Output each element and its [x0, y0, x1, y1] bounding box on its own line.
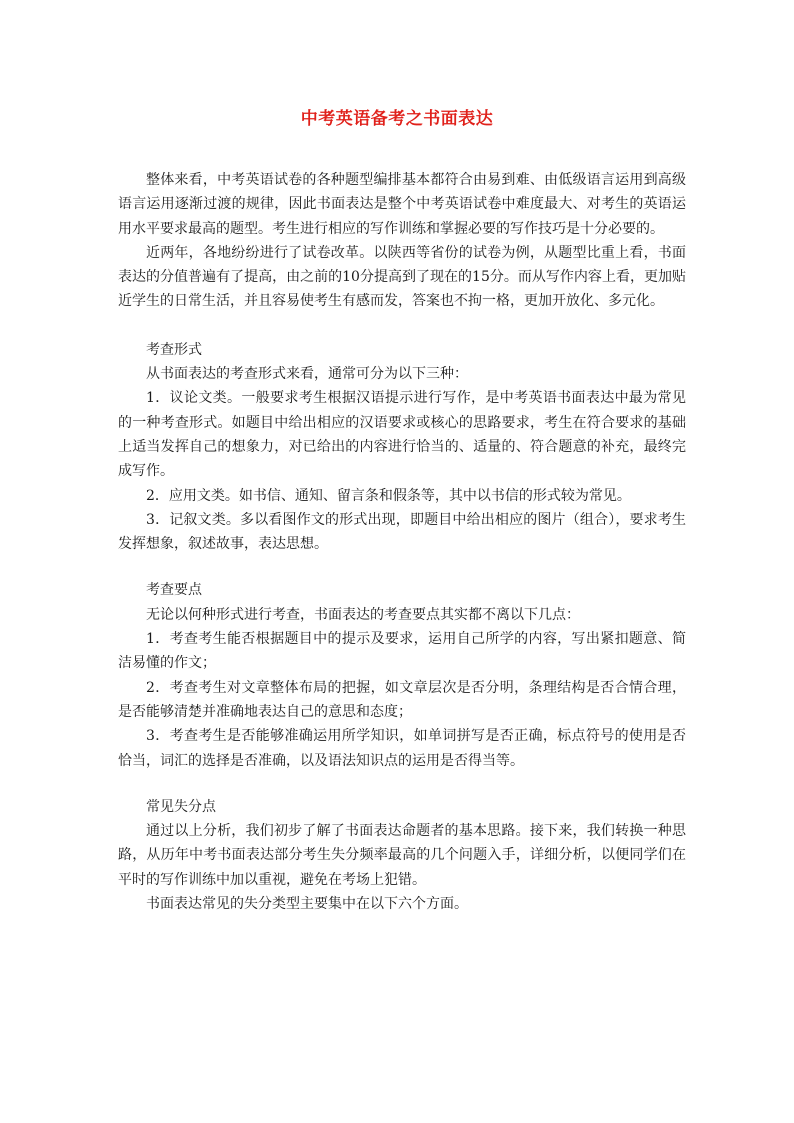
exam-points-item-3: 3．考查考生是否能够准确运用所学知识，如单词拼写是否正确，标点符号的使用是否恰当，词汇的选择是否准确，以及语法知识点的运用是否得当等。	[118, 728, 686, 769]
section-heading-exam-points: 考查要点	[146, 582, 202, 599]
exam-points-item-1: 1．考查考生能否根据题目中的提示及要求，运用自己所学的内容，写出紧扣题意、简洁易懂的作文；	[118, 631, 686, 672]
section-lead-exam-format: 从书面表达的考查形式来看，通常可分为以下三种：	[146, 366, 468, 383]
page-title: 中考英语备考之书面表达	[300, 109, 494, 129]
intro-paragraph-1: 整体来看，中考英语试卷的各种题型编排基本都符合由易到难、由低级语言运用到高级语言运用逐渐过渡的规律，因此书面表达是整个中考英语试卷中难度最大、对考生的英语运用水平要求最高的题型。考生进行相应的写作训练和掌握必要的写作技巧是十分必要的。	[118, 172, 686, 237]
intro-paragraph-2: 近两年，各地纷纷进行了试卷改革。以陕西等省份的试卷为例，从题型比重上看，书面表达的分值普遍有了提高，由之前的10分提高到了现在的15分。而从写作内容上看，更加贴近学生的日常生活，并且容易使考生有感而发，答案也不拘一格，更加开放化、多元化。	[118, 244, 686, 310]
section-lead-exam-points: 无论以何种形式进行考查，书面表达的考查要点其实都不离以下几点：	[146, 606, 580, 623]
section-heading-common-mistakes: 常见失分点	[146, 798, 216, 815]
exam-points-item-2: 2．考查考生对文章整体布局的把握，如文章层次是否分明，条理结构是否合情合理，是否能够清楚并准确地表达自己的意思和态度；	[118, 679, 686, 720]
common-mistakes-paragraph-1: 通过以上分析，我们初步了解了书面表达命题者的基本思路。接下来，我们转换一种思路，从历年中考书面表达部分考生失分频率最高的几个问题入手，详细分析，以便同学们在平时的写作训练中加以重视，避免在考场上犯错。	[118, 823, 686, 888]
exam-format-item-1: 1．议论文类。一般要求考生根据汉语提示进行写作，是中考英语书面表达中最为常见的一种考查形式。如题目中给出相应的汉语要求或核心的思路要求，考生在符合要求的基础上适当发挥自己的想象力，对已给出的内容进行恰当的、适量的、符合题意的补充，最终完成写作。	[118, 390, 686, 480]
section-heading-exam-format: 考查形式	[146, 341, 202, 358]
common-mistakes-paragraph-2: 书面表达常见的失分类型主要集中在以下六个方面。	[146, 896, 468, 913]
exam-format-item-3: 3．记叙文类。多以看图作文的形式出现，即题目中给出相应的图片（组合），要求考生发挥想象，叙述故事，表达思想。	[118, 511, 686, 553]
document-body	[118, 168, 686, 916]
exam-format-item-2: 2．应用文类。如书信、通知、留言条和假条等，其中以书信的形式较为常见。	[146, 487, 631, 504]
